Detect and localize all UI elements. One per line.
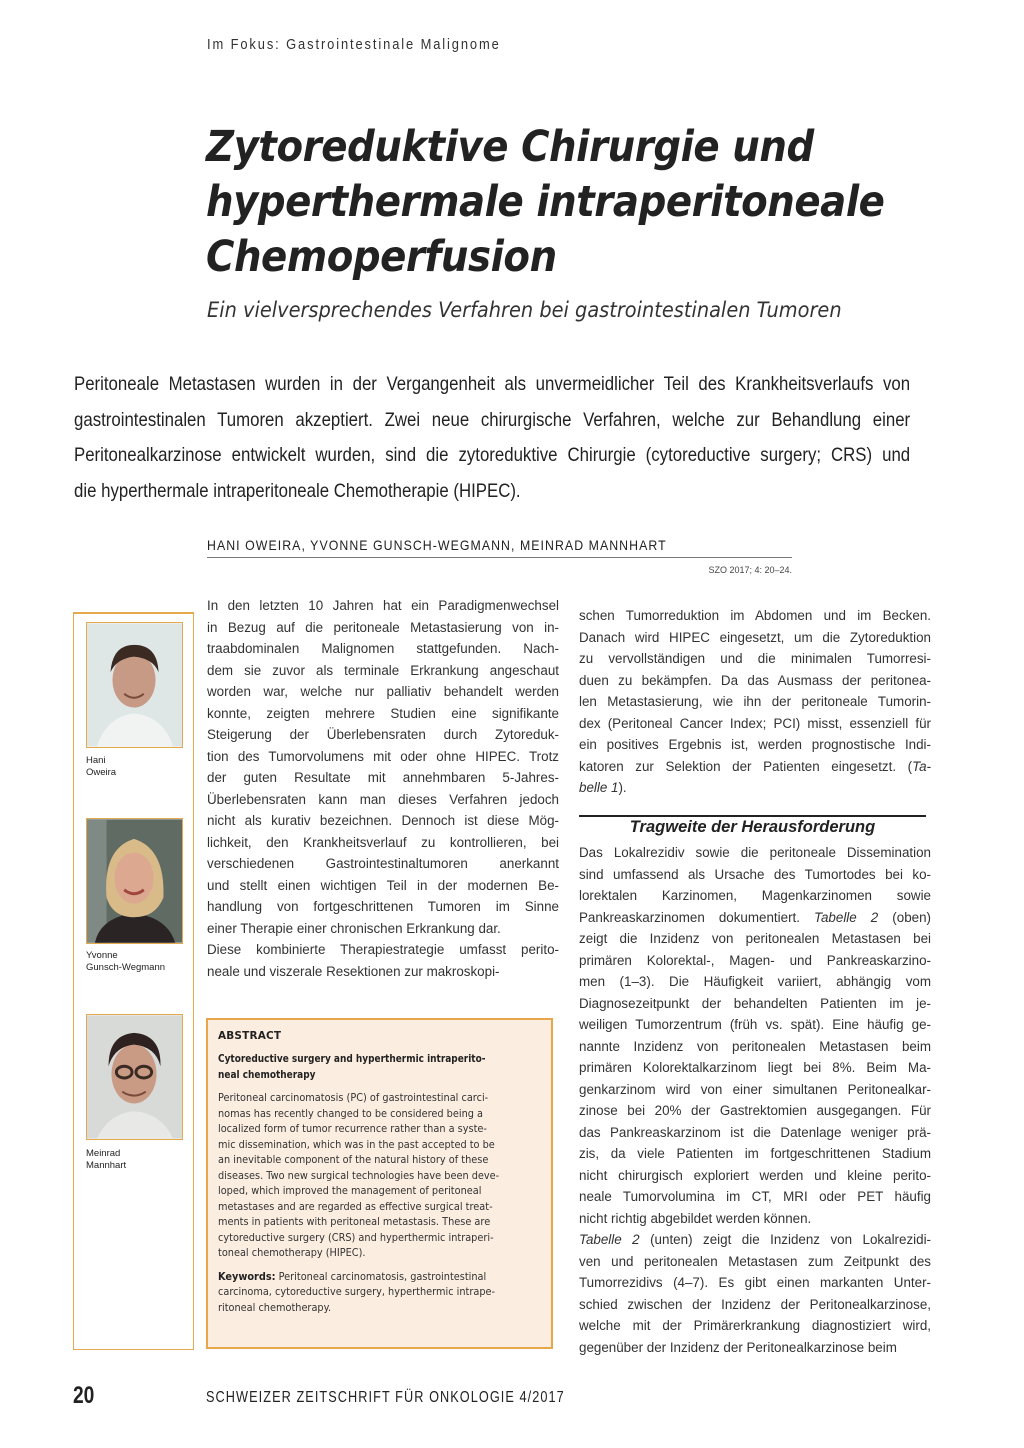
- text-line: schen Tumorreduktion im Abdomen und im Becken.: [579, 608, 931, 623]
- section-divider: [579, 815, 926, 817]
- page-number: 20: [73, 1382, 95, 1409]
- text-line: len Metastasierung, wie ihn der peritoneale Tumorin-: [579, 694, 931, 709]
- portrait-photo-mannhart: [86, 1014, 183, 1140]
- text-line: Pankreaskarzinomen dokumentiert. Tabelle 2 (oben): [579, 909, 931, 925]
- portrait-last-name: Mannhart: [86, 1160, 127, 1171]
- text-line: ven und peritonealen Metastasen zum Zeitpunkt des: [579, 1253, 931, 1269]
- portrait-caption: [86, 1148, 126, 1172]
- article-subtitle: Ein vielversprechendes Verfahren bei gastrointestinalen Tumoren: [207, 298, 842, 323]
- text-line: neale Tumorvolumina im CT, MRI oder PET häufig: [579, 1189, 931, 1204]
- text-line: men (1–3). Die Häufigkeit variiert, abhängig vom: [579, 974, 931, 989]
- table-reference: Tabelle 2: [814, 909, 879, 925]
- text-line: handlung von fortgeschrittenen Tumoren im Sinne: [207, 899, 559, 914]
- text-line: Überlebensraten kann man dieses Verfahren jedoch: [207, 791, 559, 807]
- text-line: belle 1).: [579, 780, 627, 795]
- text-line: tion des Tumorvolumens mit oder ohne HIPEC. Trotz: [207, 748, 559, 764]
- text-line: und stellt einen wichtigen Teil in der modernen Be-: [207, 877, 559, 893]
- abstract-line: diseases. Two new surgical technologies have been deve-: [218, 1169, 500, 1182]
- text-line: schied zwischen der Inzidenz der Peritonealkarzinose,: [579, 1296, 931, 1312]
- text-line: katoren zur Selektion der Patienten eingesetzt. (Ta-: [579, 758, 931, 774]
- text-line: verschiedenen Gastrointestinaltumoren anerkannt: [207, 856, 559, 871]
- text-line: in Bezug auf die peritoneale Metastasierung von in-: [207, 619, 559, 635]
- text-line: Tabelle 2 (unten) zeigt die Inzidenz von Lokalrezidi-: [579, 1232, 932, 1247]
- portrait-caption: [86, 755, 116, 779]
- section-kicker: Im Fokus: Gastrointestinale Malignome: [207, 36, 501, 53]
- abstract-line: ments in patients with peritoneal metastasis. These are: [218, 1216, 491, 1228]
- text-line: Danach wird HIPEC eingesetzt, um die Zytoreduktion: [579, 629, 931, 645]
- text-line: duen zu bekämpfen. Da das Ausmass der peritonea-: [579, 672, 931, 688]
- keywords-text: Peritoneal carcinomatosis, gastrointestinal: [275, 1270, 487, 1283]
- lead-line: gastrointestinalen Tumoren akzeptiert. Zwei neue chirurgische Verfahren, welche zur Behandlung einer: [74, 408, 911, 431]
- lead-line: Peritonealkarzinose entwickelt wurden, sind die zytoreduktive Chirurgie (cytoreductive surgery; CRS) und: [74, 444, 911, 466]
- text-line: genkarzinom wird von einer simultanen Peritonealkar-: [579, 1081, 931, 1097]
- abstract-line: an inevitable component of the natural history of these: [218, 1154, 489, 1166]
- author-list: HANI OWEIRA, YVONNE GUNSCH-WEGMANN, MEINRAD MANNHART: [207, 537, 667, 553]
- text-line: Diagnosezeitpunkt der behandelten Patienten im je-: [579, 995, 931, 1011]
- portrait-photo-oweira: [86, 622, 183, 748]
- keywords-line: [218, 1270, 515, 1286]
- text-line: zis, da viele Patienten im fortgeschrittenen Stadium: [579, 1146, 931, 1161]
- body-column-2-section: [579, 842, 931, 1358]
- text-line: lichkeit, den Krankheitsverlauf zu kontrollieren, bei: [207, 834, 559, 850]
- text-line: der guten Resultate mit annehmbaren 5-Jahres-: [207, 770, 559, 785]
- portrait-last-name: Oweira: [86, 767, 117, 778]
- text-line: dex (Peritoneal Cancer Index; PCI) misst, essenziell für: [579, 715, 931, 731]
- text-line: dem sie zuvor als terminale Erkrankung angeschaut: [207, 662, 559, 678]
- text-line: konnte, zeigten mehrere Studien eine signifikante: [207, 705, 559, 721]
- portrait-caption: [86, 950, 165, 974]
- text-line: primären Kolorektalkarzinom liegt bei 8%. Beim Ma-: [579, 1060, 931, 1075]
- abstract-title-line: neal chemotherapy: [218, 1068, 316, 1081]
- text-line: Das Lokalrezidiv sowie die peritoneale Dissemination: [579, 845, 931, 860]
- author-portraits-panel: [73, 612, 194, 1350]
- text-line: In den letzten 10 Jahren hat ein Paradigmenwechsel: [207, 598, 559, 613]
- text-line: ein positives Ergebnis ist, werden prognostische Indi-: [579, 737, 931, 752]
- table-reference: Ta-: [912, 758, 931, 774]
- text-line: das Pankreaskarzinom ist die Datenlage weniger prä-: [579, 1124, 931, 1140]
- text-line: zeigt die Inzidenz von peritonealen Metastasen bei: [579, 931, 931, 946]
- lead-line: Peritoneale Metastasen wurden in der Vergangenheit als unvermeidlicher Teil des Krankheitsverlaufs von: [74, 373, 911, 395]
- journal-name: SCHWEIZER ZEITSCHRIFT FÜR ONKOLOGIE 4/2017: [206, 1389, 565, 1406]
- abstract-line: nomas has recently changed to be considered being a: [218, 1107, 484, 1120]
- section-heading: Tragweite der Herausforderung: [629, 818, 876, 836]
- text-line: einer Therapie einer chronischen Erkrankung dar.: [207, 920, 501, 936]
- text-line: Diese kombinierte Therapiestrategie umfasst perito-: [207, 942, 559, 957]
- lead-line: die hyperthermale intraperitoneale Chemotherapie (HIPEC).: [74, 479, 521, 502]
- text-line: zu vervollständigen und die minimalen Tumorresi-: [579, 651, 931, 666]
- abstract-box: [206, 1018, 553, 1349]
- abstract-line: loped, which improved the management of peritoneal: [218, 1185, 482, 1197]
- citation: SZO 2017; 4: 20–24.: [708, 565, 792, 575]
- abstract-line: metastases and are regarded as effective surgical treat-: [218, 1200, 493, 1213]
- portrait-image: [87, 623, 182, 747]
- text-line: nicht chirurgisch exploriert werden und kleine perito-: [579, 1167, 931, 1183]
- abstract-title-line: Cytoreductive surgery and hyperthermic intraperito-: [218, 1053, 486, 1065]
- keywords-line: ritoneal chemotherapy.: [218, 1301, 332, 1314]
- text-line: gegenüber der Inzidenz der Peritonealkarzinose beim: [579, 1339, 897, 1355]
- abstract-label: ABSTRACT: [218, 1029, 282, 1042]
- text-line: nicht als kurativ bezeichnen. Dennoch ist diese Mög-: [207, 813, 559, 828]
- author-divider: [207, 557, 792, 558]
- abstract-line: cytoreductive surgery (CRS) and hyperthermic intraperi-: [218, 1231, 494, 1244]
- abstract-line: Peritoneal carcinomatosis (PC) of gastrointestinal carci-: [218, 1092, 489, 1104]
- text-line: lorektalen Karzinomen, Magenkarzinomen sowie: [579, 888, 931, 903]
- abstract-line: localized form of tumor recurrence rather than a syste-: [218, 1123, 487, 1135]
- portrait-first-name: Yvonne: [86, 950, 118, 961]
- text-line: nicht richtig abgebildet werden können.: [579, 1210, 812, 1226]
- text-line: sind umfassend als Ursache des Tumortodes bei ko-: [579, 866, 931, 882]
- text-line: Steigerung der Überlebensraten durch Zytoreduk-: [207, 727, 559, 742]
- abstract-line: mic dissemination, which was in the past accepted to be: [218, 1138, 495, 1151]
- article-title: [206, 120, 890, 285]
- text-line: zinose bei 20% der Gastrektomien ausgegangen. Für: [579, 1103, 931, 1118]
- text-line: traabdominalen Malignomen stattgefunden. Nach-: [207, 641, 559, 656]
- text-line: weiligen Tumorzentrum (früh vs. spät). Eine häufig ge-: [579, 1017, 931, 1032]
- text-line: worden war, welche nur palliativ behandelt werden: [207, 684, 559, 699]
- abstract-line: toneal chemotherapy (HIPEC).: [218, 1247, 366, 1259]
- title-line: hyperthermale intraperitoneale: [206, 177, 885, 227]
- portrait-image: [87, 1015, 182, 1139]
- abstract-title: [218, 1052, 542, 1083]
- article-lead: [74, 367, 910, 509]
- text-line: neale und viszerale Resektionen zur makroskopi-: [207, 963, 500, 979]
- table-reference: belle 1: [579, 780, 619, 795]
- abstract-body: [218, 1091, 541, 1262]
- keywords-line: carcinoma, cytoreductive surgery, hyperthermic intrape-: [218, 1286, 496, 1298]
- portrait-image: [87, 819, 182, 943]
- panel-top-border: [73, 612, 194, 614]
- table-reference: Tabelle 2: [579, 1232, 640, 1247]
- text-line: nannte Inzidenz von peritonealen Metastasen beim: [579, 1038, 931, 1054]
- body-column-2: [579, 605, 931, 799]
- text-line: welche mit der Primärerkrankung diagnostiziert wird,: [579, 1318, 931, 1333]
- portrait-last-name: Gunsch-Wegmann: [86, 962, 166, 973]
- body-column-1: [207, 595, 559, 982]
- portrait-first-name: Meinrad: [86, 1148, 121, 1159]
- title-line: Zytoreduktive Chirurgie und: [206, 122, 814, 172]
- abstract-keywords: [218, 1270, 541, 1317]
- portrait-first-name: Hani: [86, 755, 106, 766]
- text-line: Tumorrezidivs (4–7). Es gibt einen markanten Unter-: [579, 1275, 931, 1290]
- keywords-label: Keywords:: [218, 1270, 276, 1283]
- text-line: primären Kolorektal-, Magen- und Pankreaskarzino-: [579, 952, 931, 968]
- portrait-photo-gunsch-wegmann: [86, 818, 183, 944]
- title-line: Chemoperfusion: [206, 232, 557, 282]
